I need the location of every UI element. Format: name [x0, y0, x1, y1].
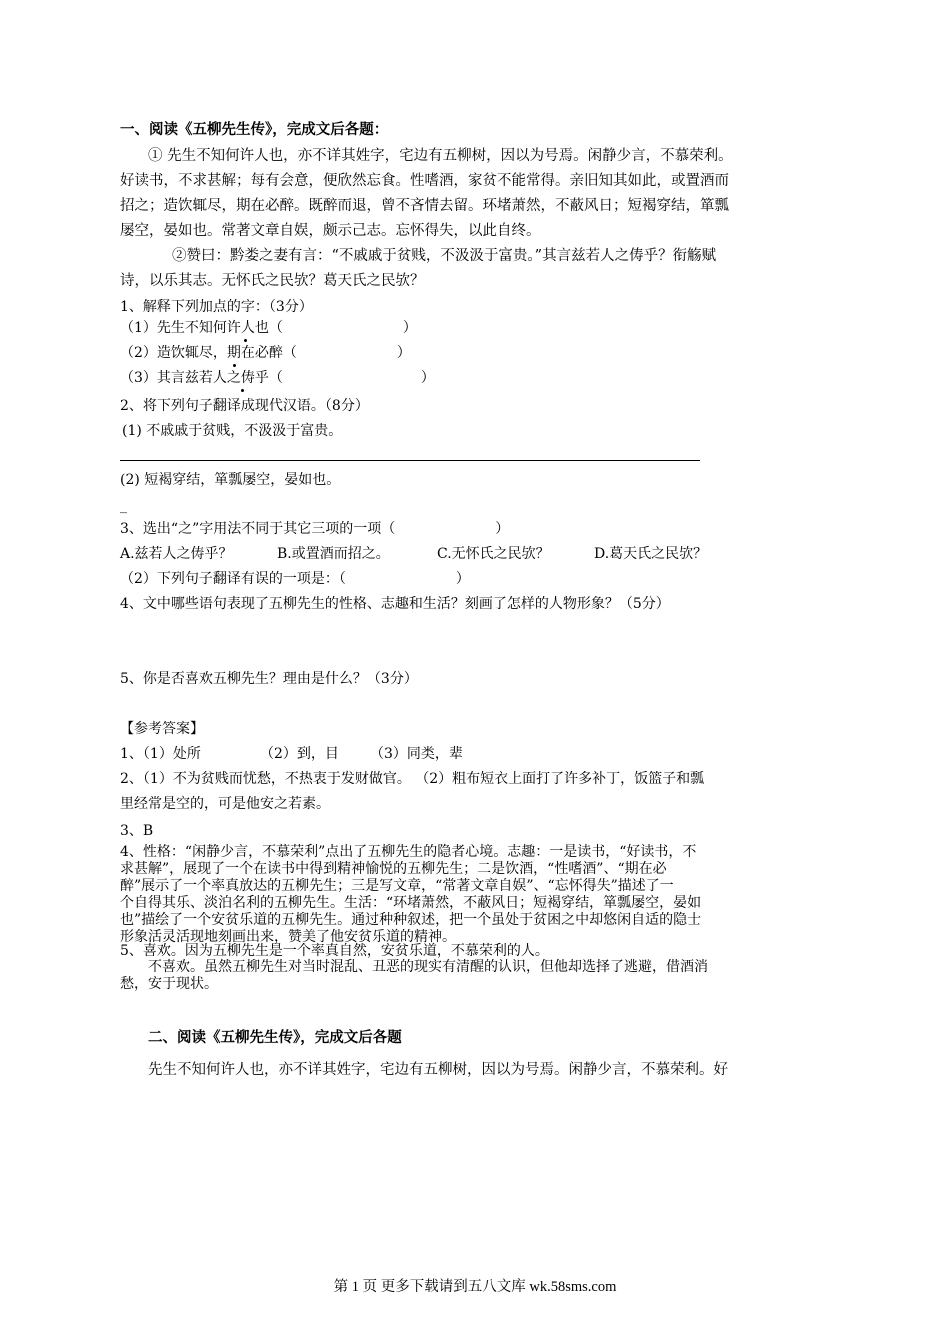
passage-line: 诗，以乐其志。无怀氏之民欤？葛天氏之民欤？: [120, 273, 425, 289]
question-3-sub: [120, 569, 470, 589]
question-3-text: 3、选出“之”字用法不同于其它三项的一项（: [120, 521, 396, 537]
question-2-item: (1) 不戚戚于贫贱，不汲汲于富贵。: [122, 423, 343, 439]
answer-5: 愁，安于现状。: [120, 976, 218, 992]
question-3: [120, 519, 509, 539]
question-1-item: [120, 343, 411, 363]
passage-line: 先生不知何许人也，亦不详其姓字，宅边有五柳树，因以为号焉。闲静少言，不慕荣利。好: [148, 1062, 728, 1078]
question-2: 2、将下列句子翻译成现代汉语。（8分）: [120, 398, 369, 414]
item-close: ）: [396, 345, 411, 361]
answer-2: 里经常是空的，可是他安之若素。: [120, 796, 330, 812]
question-4: 4、文中哪些语句表现了五柳先生的性格、志趣和生活？刻画了怎样的人物形象？（5分）: [120, 596, 670, 612]
answer-1: 1、（1）处所: [120, 746, 201, 762]
answer-4: 也”描绘了一个安贫乐道的五柳先生。通过种种叙述，把一个虽处于贫困之中却悠闲自适的隐士: [120, 912, 702, 928]
answer-1: （2）到，目: [260, 746, 339, 762]
question-5: 5、你是否喜欢五柳先生？理由是什么？（3分）: [120, 671, 418, 687]
answer-4: 形象活灵活现地刻画出来，赞美了他安贫乐道的精神。: [120, 929, 456, 945]
passage-line: 好读书，不求甚解；每有会意，便欣然忘食。性嗜酒，家贫不能常得。亲旧知其如此，或置酒而: [120, 173, 729, 189]
question-1-item: [120, 368, 435, 388]
question-1: 1、解释下列加点的字：（3分）: [120, 299, 313, 315]
emphasis-dot: [241, 386, 242, 387]
answer-4: 个自得其乐、淡泊名利的五柳先生。生活：“环堵萧然，不蔽风日；短褐穿结，箪瓢屡空，晏如: [120, 895, 702, 911]
answer-line: [120, 460, 700, 461]
answer-4: 醉”展示了一个率真放达的五柳先生；三是写文章，“常著文章自娱”、“忘怀得失”描述了一: [120, 878, 674, 894]
question-3-option: B.或置酒而招之。: [277, 546, 390, 562]
question-3-sub-close: ）: [455, 571, 470, 587]
passage-line: 招之；造饮辄尽，期在必醉。既醉而退，曾不吝情去留。环堵萧然，不蔽风日；短褐穿结，箪瓢: [120, 198, 729, 214]
answer-underscore: _: [120, 498, 127, 514]
section2-heading: 二、阅读《五柳先生传》，完成文后各题: [148, 1029, 402, 1046]
passage-line: 屡空，晏如也。常著文章自娱，颇示己志。忘怀得失，以此自终。: [120, 223, 541, 239]
answer-2: 2、（1）不为贫贱而忧愁，不热衷于发财做官。 （2）粗布短衣上面打了许多补丁，饭篮子和瓢: [120, 771, 705, 787]
item-text: （2）造饮辄尽，期在必醉（: [120, 345, 297, 361]
answers-heading: 【参考答案】: [120, 721, 204, 737]
passage-line: ① 先生不知何许人也，亦不详其姓字，宅边有五柳树，因以为号焉。闲静少言，不慕荣利。: [148, 148, 733, 164]
question-2-item: (2) 短褐穿结，箪瓢屡空，晏如也。: [120, 472, 341, 488]
question-3-option: D.葛天氏之民欤？: [594, 546, 708, 562]
answer-4: 求甚解”，展现了一个在读书中得到精神愉悦的五柳先生；二是饮酒，“性嗜酒”、“期在必: [120, 861, 667, 877]
answer-5: 5、喜欢。因为五柳先生是一个率真自然，安贫乐道，不慕荣利的人。: [120, 943, 549, 959]
question-3-option: C.无怀氏之民欤？: [437, 546, 550, 562]
item-close: ）: [402, 320, 417, 336]
answer-4: 4、性格：“闲静少言，不慕荣利”点出了五柳先生的隐者心境。志趣：一是读书，“好读书，不: [120, 844, 697, 860]
question-1-item: [120, 318, 417, 338]
item-text: （3）其言兹若人之俦乎（: [120, 370, 283, 386]
emphasis-dot: [244, 336, 245, 337]
passage-line: ②赞曰：黔娄之妻有言：“不戚戚于贫贱，不汲汲于富贵。”其言兹若人之俦乎？衔觞赋: [172, 248, 717, 264]
answer-1: （3）同类，辈: [370, 746, 463, 762]
question-3-option: A.兹若人之俦乎？: [120, 546, 233, 562]
emphasis-dot: [233, 361, 234, 362]
section1-heading: 一、阅读《五柳先生传》，完成文后各题：: [120, 121, 389, 138]
answer-5: 不喜欢。虽然五柳先生对当时混乱、丑恶的现实有清醒的认识，但他却选择了逃避，借酒消: [148, 959, 708, 975]
answer-3: 3、B: [120, 823, 154, 839]
item-text: （1）先生不知何许人也（: [120, 320, 283, 336]
question-3-close: ）: [495, 521, 510, 537]
question-3-sub-text: （2）下列句子翻译有误的一项是：（: [120, 571, 346, 587]
page-footer: 第 1 页 更多下载请到五八文库 wk.58sms.com: [333, 1279, 617, 1295]
item-close: ）: [420, 370, 435, 386]
